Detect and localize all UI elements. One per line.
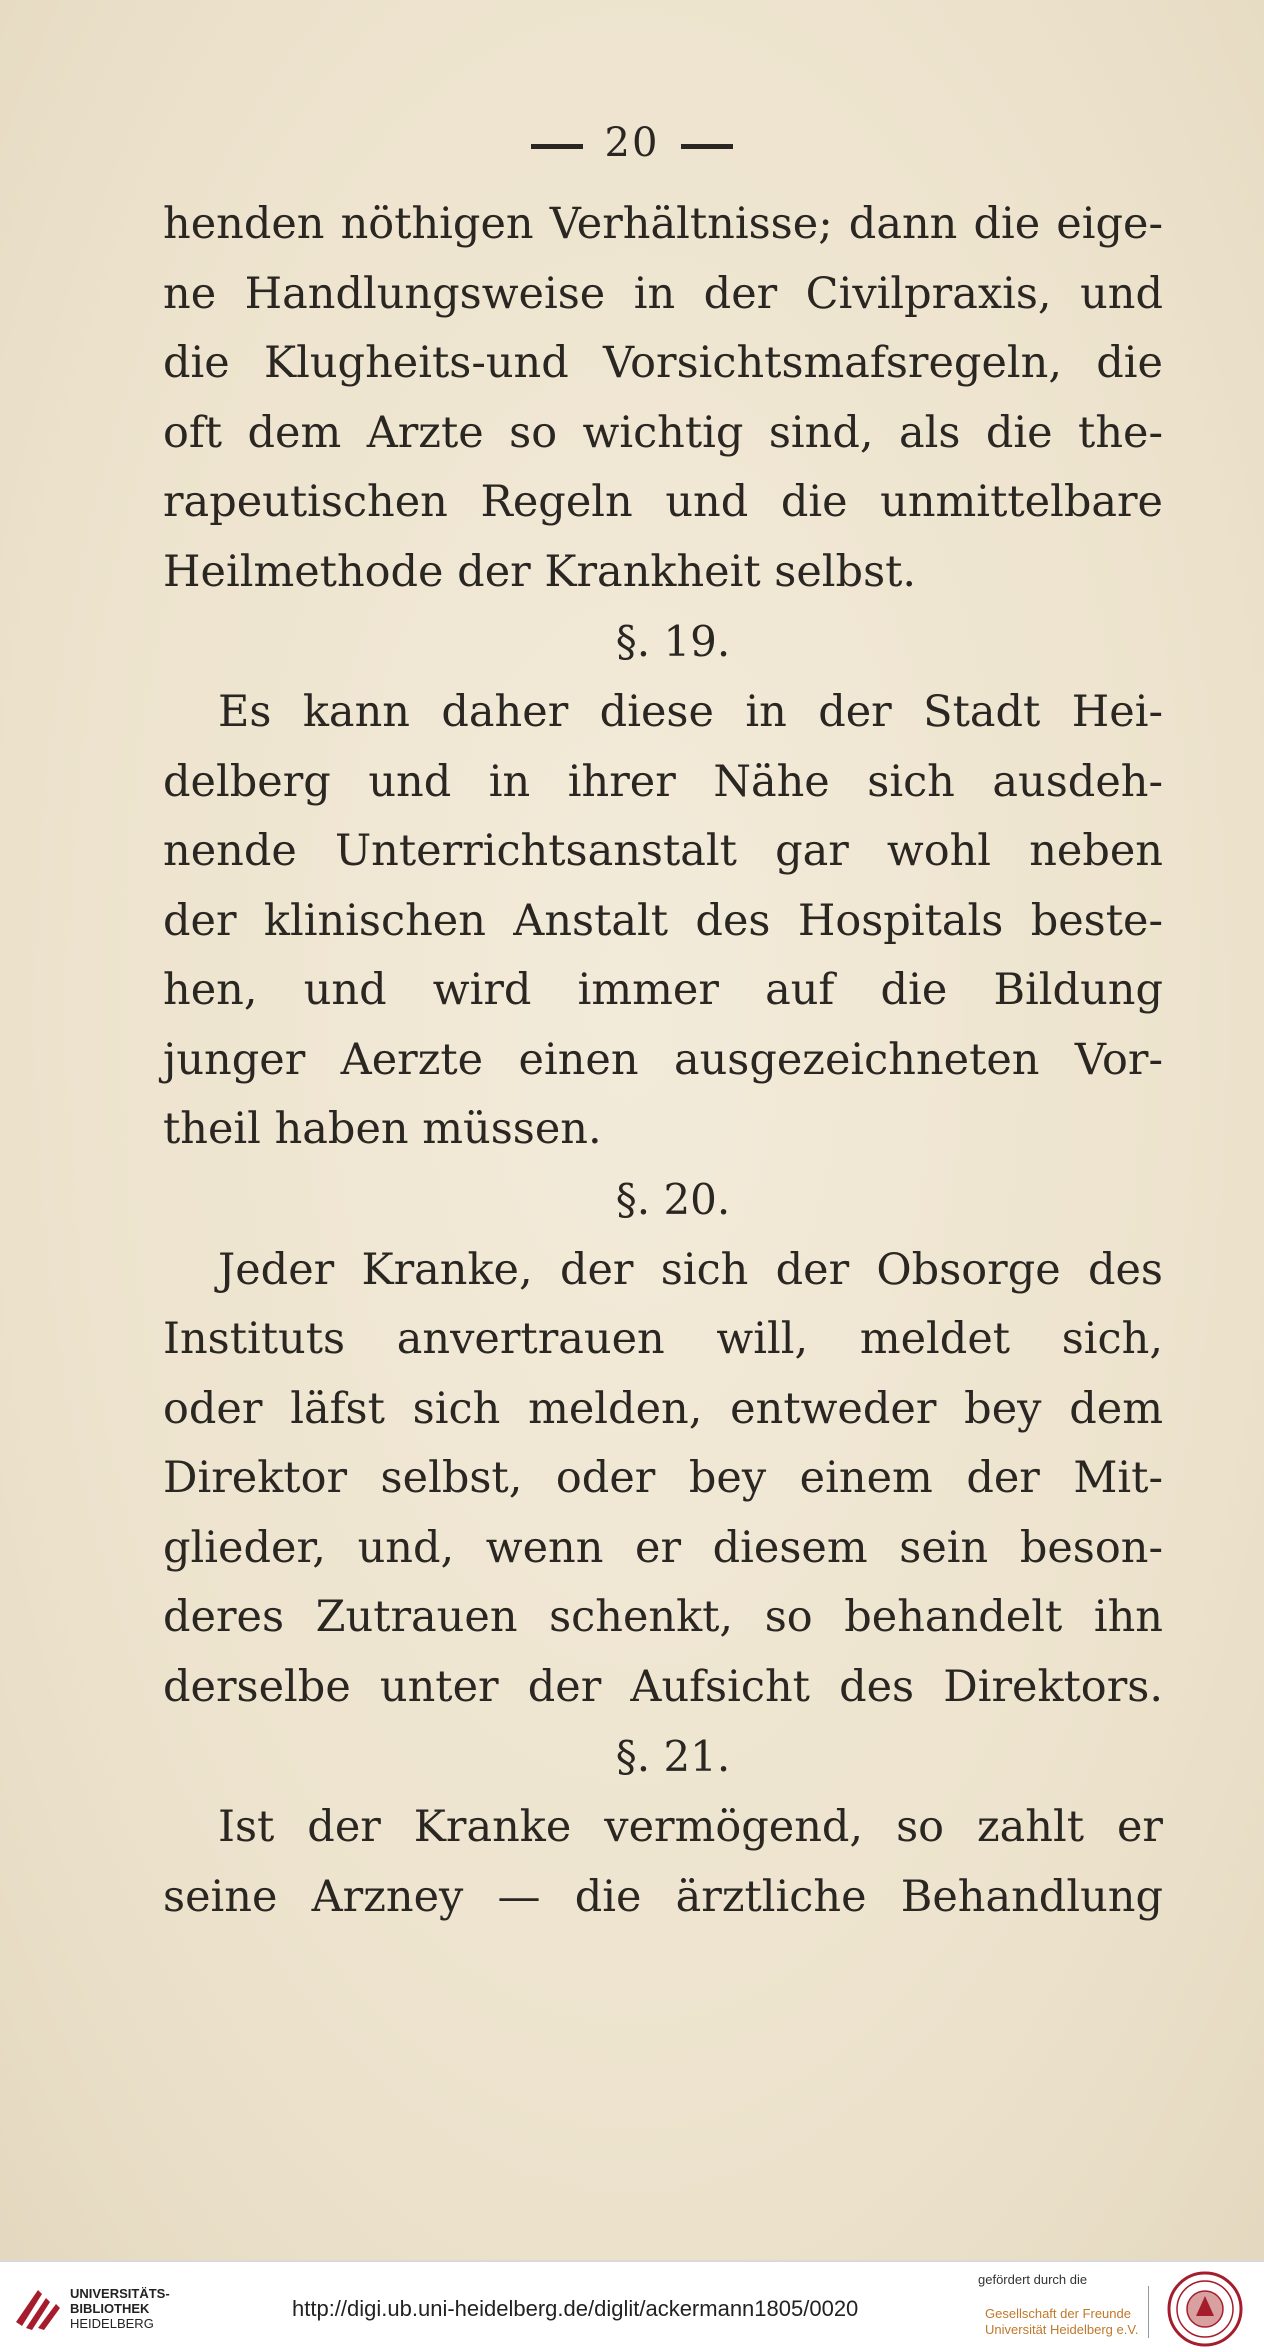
text-line: nende Unterrichtsanstalt gar wohl neben: [163, 826, 1163, 876]
university-library-logo-icon: [12, 2282, 64, 2334]
library-name: [70, 2286, 170, 2331]
text-line: der klinischen Anstalt des Hospitals beste-: [163, 895, 1163, 946]
text-line: ne Handlungsweise in der Civilpraxis, und: [163, 268, 1163, 319]
text-line: Ist der Kranke vermögend, so zahlt er: [218, 1802, 1163, 1852]
text-line: deres Zutrauen schenkt, so behandelt ihn: [163, 1592, 1163, 1642]
digitization-footer: [0, 2260, 1264, 2352]
sponsor-name: [985, 2306, 1138, 2338]
sponsor-name-line: Universität Heidelberg e.V.: [985, 2322, 1139, 2337]
library-name-line: HEIDELBERG: [70, 2316, 154, 2331]
text-line: oder läfst sich melden, entweder bey dem: [163, 1383, 1163, 1434]
university-seal-icon: [1166, 2270, 1244, 2348]
text-line: rapeutischen Regeln und die unmittelbare: [163, 477, 1163, 527]
section-heading: §. 19.: [615, 617, 731, 666]
text-line: glieder, und, wenn er diesem sein beson-: [163, 1522, 1163, 1573]
text-line: oft dem Arzte so wichtig sind, als die the-: [163, 407, 1163, 458]
text-line: theil haben müssen.: [163, 1104, 602, 1154]
text-line: derselbe unter der Aufsicht des Direktors.: [163, 1661, 1163, 1712]
page-number-header: [0, 120, 1264, 166]
text-line: Es kann daher diese in der Stadt Hei-: [218, 687, 1163, 737]
text-line: Direktor selbst, oder bey einem der Mit-: [163, 1453, 1163, 1503]
text-line: junger Aerzte einen ausgezeichneten Vor-: [163, 1034, 1163, 1085]
body-text: [163, 190, 1163, 1932]
sponsor-label: gefördert durch die: [978, 2272, 1088, 2287]
sponsor-name-line: Gesellschaft der Freunde: [985, 2306, 1131, 2321]
text-line: die Klugheits-und Vorsichtsmafsregeln, die: [163, 338, 1163, 388]
text-line: delberg und in ihrer Nähe sich ausdeh-: [163, 756, 1163, 807]
permalink-url[interactable]: http://digi.ub.uni-heidelberg.de/diglit/ackermann1805/0020: [292, 2296, 859, 2321]
text-line: seine Arzney — die ärztliche Behandlung: [163, 1871, 1163, 1922]
section-heading: §. 21.: [615, 1732, 731, 1781]
text-line: henden nöthigen Verhältnisse; dann die eige-: [163, 199, 1163, 249]
library-name-line: BIBLIOTHEK: [70, 2301, 150, 2316]
text-line: Jeder Kranke, der sich der Obsorge des: [218, 1244, 1163, 1295]
header-dash-right: [681, 144, 733, 149]
text-line: Heilmethode der Krankheit selbst.: [163, 546, 917, 597]
text-line: Instituts anvertrauen will, meldet sich,: [163, 1314, 1163, 1364]
library-name-line: UNIVERSITÄTS-: [70, 2286, 170, 2301]
text-line: hen, und wird immer auf die Bildung: [163, 965, 1163, 1015]
header-dash-left: [531, 144, 583, 149]
page-number: 20: [604, 120, 660, 166]
footer-divider: [1148, 2286, 1149, 2338]
section-heading: §. 20.: [615, 1174, 731, 1224]
